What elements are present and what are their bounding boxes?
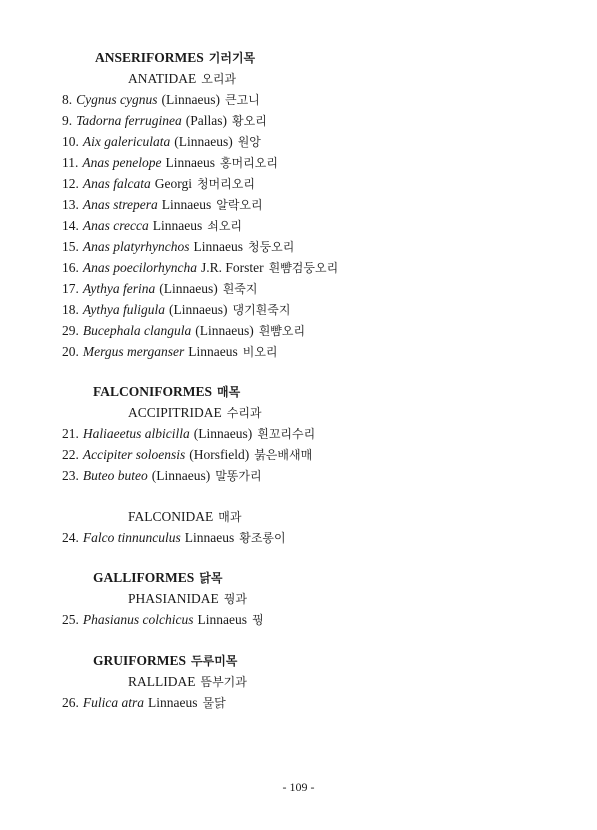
scientific-name: Buteo buteo	[82, 468, 148, 483]
order-name-ko: 매목	[217, 385, 241, 399]
author: Linnaeus	[148, 695, 198, 710]
order-heading	[95, 50, 255, 66]
family-name-ko: 매과	[218, 510, 242, 524]
species-entry: 29. Bucephala clangula (Linnaeus) 흰뺨오리	[62, 323, 306, 338]
species-entry: 17. Aythya ferina (Linnaeus) 흰죽지	[62, 281, 258, 296]
author: (Horsfield)	[189, 447, 250, 462]
author: (Linnaeus)	[151, 468, 211, 483]
scientific-name: Haliaeetus albicilla	[82, 426, 190, 441]
species-entry: 25. Phasianus colchicus Linnaeus 꿩	[62, 612, 264, 627]
family-heading	[128, 405, 262, 421]
species-entry: 26. Fulica atra Linnaeus 물닭	[62, 695, 226, 710]
species-entry: 18. Aythya fuligula (Linnaeus) 댕기흰죽지	[62, 302, 291, 317]
scientific-name: Bucephala clangula	[82, 323, 192, 338]
scientific-name: Tadorna ferruginea	[76, 113, 182, 128]
korean-name: 댕기흰죽지	[232, 303, 291, 317]
korean-name: 말똥가리	[215, 469, 262, 483]
species-entry: 14. Anas crecca Linnaeus 쇠오리	[62, 218, 243, 233]
scientific-name: Anas penelope	[82, 155, 162, 170]
species-entry: 24. Falco tinnunculus Linnaeus 황조롱이	[62, 530, 286, 545]
scientific-name: Aythya fuligula	[82, 302, 165, 317]
author: Linnaeus	[197, 612, 247, 627]
order-name: ANSERIFORMES	[95, 50, 204, 65]
author: Linnaeus	[152, 218, 203, 233]
scientific-name: Fulica atra	[82, 695, 144, 710]
author: (Linnaeus)	[159, 281, 218, 296]
korean-name: 청머리오리	[197, 177, 255, 191]
korean-name: 쇠오리	[207, 219, 243, 233]
author: (Linnaeus)	[174, 134, 233, 149]
family-heading	[128, 591, 247, 607]
author: Linnaeus	[161, 197, 212, 212]
species-entry: 9. Tadorna ferruginea (Pallas) 황오리	[62, 113, 267, 128]
family-heading	[128, 71, 236, 87]
korean-name: 꿩	[252, 613, 264, 627]
order-name: GRUIFORMES	[93, 653, 187, 668]
korean-name: 붉은배새매	[254, 448, 313, 462]
order-name-ko: 기러기목	[208, 51, 256, 65]
page-number: - 109 -	[282, 780, 315, 794]
order-name: GALLIFORMES	[93, 570, 195, 585]
korean-name: 흰꼬리수리	[257, 427, 316, 441]
author: Linnaeus	[184, 530, 235, 545]
family-heading	[128, 509, 241, 525]
family-name: ACCIPITRIDAE	[128, 405, 222, 420]
scientific-name: Aix galericulata	[82, 134, 171, 149]
author: Linnaeus	[193, 239, 243, 254]
author: (Linnaeus)	[193, 426, 253, 441]
species-entry: 8. Cygnus cygnus (Linnaeus) 큰고니	[62, 92, 260, 107]
korean-name: 큰고니	[224, 93, 260, 107]
scientific-name: Aythya ferina	[82, 281, 156, 296]
species-entry: 15. Anas platyrhynchos Linnaeus 청둥오리	[62, 239, 295, 254]
author: J.R. Forster	[200, 260, 264, 275]
order-heading	[93, 570, 222, 586]
korean-name: 알락오리	[216, 198, 263, 212]
author: (Linnaeus)	[161, 92, 220, 107]
order-heading	[93, 384, 240, 400]
korean-name: 원앙	[237, 135, 261, 149]
family-name-ko: 꿩과	[223, 592, 247, 606]
scientific-name: Anas crecca	[82, 218, 149, 233]
order-heading	[93, 653, 237, 669]
family-name-ko: 오리과	[201, 72, 237, 86]
author: (Linnaeus)	[169, 302, 228, 317]
species-entry: 13. Anas strepera Linnaeus 알락오리	[62, 197, 263, 212]
order-name: FALCONIFORMES	[93, 384, 213, 399]
species-entry: 21. Haliaeetus albicilla (Linnaeus) 흰꼬리수리	[62, 426, 316, 441]
family-name: FALCONIDAE	[128, 509, 214, 524]
author: (Pallas)	[185, 113, 228, 128]
scientific-name: Anas platyrhynchos	[82, 239, 190, 254]
species-entry: 12. Anas falcata Georgi 청머리오리	[62, 176, 255, 191]
scientific-name: Anas strepera	[82, 197, 158, 212]
scientific-name: Mergus merganser	[82, 344, 185, 359]
species-entry: 10. Aix galericulata (Linnaeus) 원앙	[62, 134, 261, 149]
family-name-ko: 수리과	[226, 406, 262, 420]
author: (Linnaeus)	[195, 323, 254, 338]
author: Linnaeus	[165, 155, 215, 170]
author: Georgi	[154, 176, 192, 191]
scientific-name: Accipiter soloensis	[82, 447, 186, 462]
scientific-name: Anas poecilorhyncha	[82, 260, 197, 275]
korean-name: 황조롱이	[239, 531, 286, 545]
korean-name: 흰죽지	[222, 282, 258, 296]
scientific-name: Anas falcata	[82, 176, 151, 191]
family-name: PHASIANIDAE	[128, 591, 219, 606]
scientific-name: Phasianus colchicus	[82, 612, 194, 627]
species-entry: 11. Anas penelope Linnaeus 홍머리오리	[62, 155, 278, 170]
scientific-name: Cygnus cygnus	[76, 92, 158, 107]
species-entry: 20. Mergus merganser Linnaeus 비오리	[62, 344, 278, 359]
korean-name: 비오리	[242, 345, 278, 359]
korean-name: 홍머리오리	[219, 156, 278, 170]
order-name-ko: 두루미목	[191, 654, 238, 668]
korean-name: 흰뺨검둥오리	[268, 261, 339, 275]
author: Linnaeus	[188, 344, 238, 359]
family-name: RALLIDAE	[128, 674, 196, 689]
korean-name: 흰뺨오리	[258, 324, 306, 338]
species-entry: 23. Buteo buteo (Linnaeus) 말똥가리	[62, 468, 262, 483]
family-heading	[128, 674, 247, 690]
korean-name: 청둥오리	[248, 240, 295, 254]
scientific-name: Falco tinnunculus	[82, 530, 181, 545]
family-name: ANATIDAE	[128, 71, 197, 86]
korean-name: 황오리	[232, 114, 267, 128]
family-name-ko: 뜸부기과	[200, 675, 247, 689]
species-entry: 16. Anas poecilorhyncha J.R. Forster 흰뺨검둥오리	[62, 260, 339, 275]
korean-name: 물닭	[202, 696, 226, 710]
order-name-ko: 닭목	[199, 571, 223, 585]
species-entry: 22. Accipiter soloensis (Horsfield) 붉은배새매	[62, 447, 313, 462]
